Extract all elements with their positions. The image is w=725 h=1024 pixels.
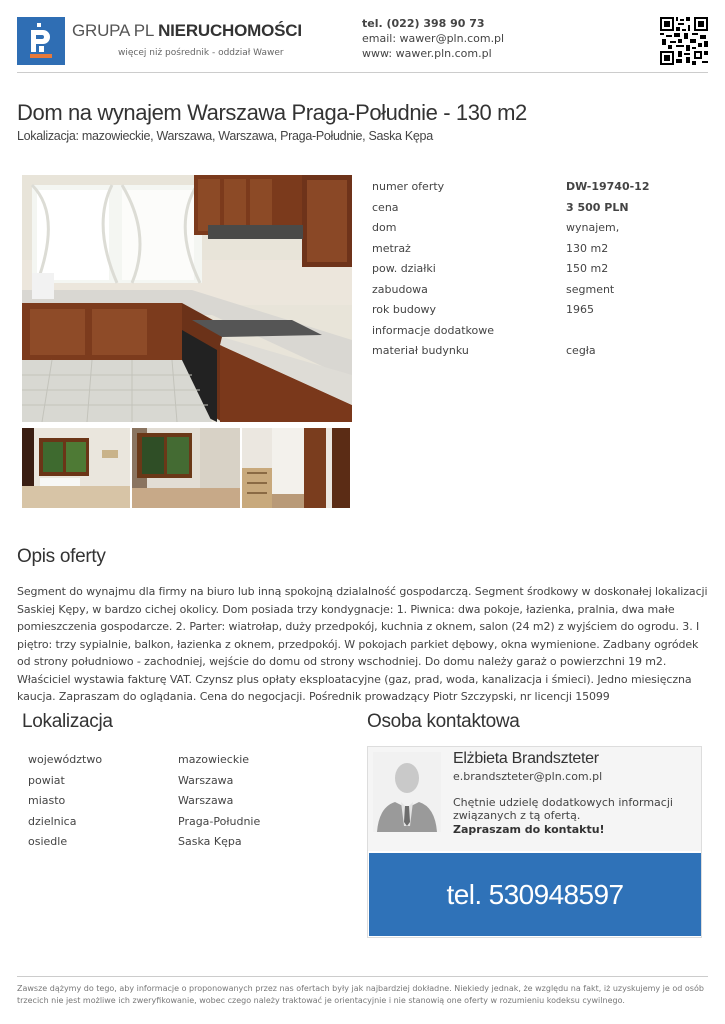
detail-row: [372, 303, 712, 323]
detail-row: [372, 344, 712, 364]
detail-value: wynajem,: [566, 221, 620, 234]
agent-name: Elżbieta Brandszteter: [453, 750, 599, 767]
office-email[interactable]: email: wawer@pln.com.pl: [362, 32, 505, 45]
footer-disclaimer: Zawsze dążymy do tego, aby informacje o proponowanych przez nas ofertach były jak najbardziej dokładne. Niekiedy jednak, że względu na fakt, iż uzyskujemy je od osób trzecich nie jest możliwe ich zweryfikowanie, wobec czego należy traktować je orientacyjnie i nie stanowią one oferty w rozumieniu kodeksu cywilnego.: [17, 984, 704, 1005]
listing-title: Dom na wynajem Warszawa Praga-Południe - 130 m2: [17, 100, 527, 125]
brand-main: NIERUCHOMOŚCI: [158, 21, 302, 40]
agent-email[interactable]: e.brandszteter@pln.com.pl: [453, 770, 603, 783]
detail-value: cegła: [566, 344, 596, 357]
location-label: dzielnica: [28, 814, 77, 828]
brand-tagline: więcej niż pośrednik - oddział Wawer: [118, 48, 284, 58]
thumbnail-photo-hallway[interactable]: [242, 428, 350, 508]
detail-label: dom: [372, 221, 397, 234]
detail-label: informacje dodatkowe: [372, 323, 495, 337]
detail-label: numer oferty: [372, 180, 445, 193]
location-value: mazowieckie: [178, 753, 250, 766]
detail-row: [372, 262, 712, 282]
detail-row: [372, 221, 712, 241]
header-divider: [17, 72, 708, 73]
office-website[interactable]: www: wawer.pln.com.pl: [362, 47, 492, 60]
description-heading: Opis oferty: [17, 546, 106, 567]
description-text: Segment do wynajmu dla firmy na biuro lub inną spokojną dzialalność gospodarczą. Segment środkowy w doskonałej lokalizacji Saskiej Kępy, w bardzo cichej okolicy. Dom posiada trzy kondygnacje: 1. Piwnica: dwa pokoje, łazienka, pralnia, dwa małe pomieszczenia gospodarcze. 2. Parter: wiatrołap, duży przedpokój, kuchnia z oknem, salon (24 m2) z wyjściem do ogrodu. 3. I piętro: trzy sypialnie, balkon, łazienka z oknem, przedpokój. W pokojach parkiet dębowy, okna wymienione. Zadbany ogródek od strony południowo - zachodniej, wejście do domu od strony wschodniej. Do domu należy garaż o powierzchni 19 m2. Właściciel wystawia fakturę VAT. Czynsz plus opłaty eksploatacyjne (gaz, prad, woda, kanalizacja i śmieci). Jedno miesięczna kaucja. Zapraszam do oglądania. Cena do negocjacji. Pośrednik prowadzący Piotr Szczypski, nr licencji 15099: [17, 585, 708, 703]
detail-label: materiał budynku: [372, 344, 469, 357]
detail-row: [372, 324, 712, 344]
detail-label: cena: [372, 200, 399, 214]
detail-value: 150 m2: [566, 262, 609, 275]
detail-value: segment: [566, 282, 615, 296]
listing-location: Lokalizacja: mazowieckie, Warszawa, Warszawa, Praga-Południe, Saska Kępa: [17, 129, 433, 143]
location-label: miasto: [28, 794, 66, 807]
thumbnail-photo-room-1[interactable]: [22, 428, 130, 508]
brand-name: [72, 21, 302, 41]
location-label: osiedle: [28, 835, 68, 848]
detail-value: 1965: [566, 303, 594, 316]
location-value: Warszawa: [178, 794, 234, 807]
detail-value: 3 500 PLN: [566, 200, 629, 214]
agent-message: Chętnie udzielę dodatkowych informacji związanych z tą ofertą.: [453, 796, 673, 822]
location-label: powiat: [28, 773, 65, 787]
company-logo: [17, 17, 65, 65]
location-value: Praga-Południe: [178, 814, 261, 828]
agent-phone[interactable]: tel. 530948597: [446, 878, 624, 910]
pl-logo-icon: [17, 17, 65, 65]
location-label: województwo: [28, 753, 103, 766]
qr-code-icon: [660, 17, 708, 65]
detail-row: [372, 201, 712, 221]
location-value: Warszawa: [178, 773, 234, 787]
detail-value: DW-19740-12: [566, 180, 650, 193]
agent-phone-box[interactable]: [369, 853, 701, 936]
detail-label: zabudowa: [372, 282, 428, 296]
detail-row: [372, 283, 712, 303]
contact-heading: Osoba kontaktowa: [367, 711, 520, 732]
main-photo-kitchen[interactable]: [22, 175, 352, 422]
detail-label: rok budowy: [372, 303, 437, 316]
location-heading: Lokalizacja: [22, 711, 113, 732]
detail-value: 130 m2: [566, 241, 609, 255]
location-value: Saska Kępa: [178, 835, 242, 848]
detail-row: [372, 242, 712, 262]
thumbnail-photo-room-2[interactable]: [132, 428, 240, 508]
agent-cta: Zapraszam do kontaktu!: [453, 823, 605, 836]
detail-row: [372, 180, 712, 200]
person-silhouette-icon: [373, 752, 441, 832]
brand-prefix: GRUPA PL: [72, 21, 154, 40]
agent-avatar: [373, 752, 441, 832]
footer-divider: [17, 976, 708, 977]
detail-label: pow. działki: [372, 262, 436, 275]
detail-label: metraż: [372, 241, 411, 255]
office-phone: tel. (022) 398 90 73: [362, 17, 485, 30]
